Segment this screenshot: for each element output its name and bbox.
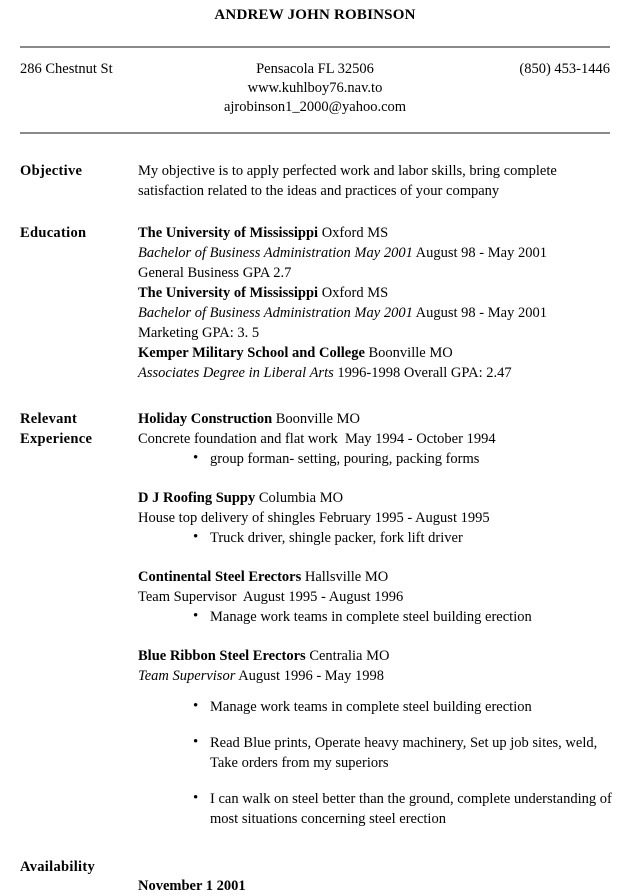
job-company: Holiday Construction: [138, 411, 273, 427]
section-education: [0, 223, 630, 383]
job-role-line: [138, 429, 612, 449]
header-divider-top: [20, 46, 610, 48]
contact-address: 286 Chestnut St: [20, 61, 113, 77]
experience-entry: [138, 646, 612, 829]
section-objective: [0, 161, 630, 201]
job-role-line: [138, 587, 612, 607]
contact-block: [20, 60, 610, 122]
job-company-line: [138, 409, 612, 429]
job-dates: August 1995 - August 1996: [242, 589, 404, 605]
job-company: D J Roofing Suppy: [138, 490, 256, 506]
job-role-line: [138, 666, 612, 686]
education-dates: August 98 - May 2001: [415, 245, 547, 261]
job-company: Blue Ribbon Steel Erectors: [138, 648, 306, 664]
job-role: Concrete foundation and flat work: [138, 431, 338, 447]
job-company-line: [138, 567, 612, 587]
job-location: Centralia MO: [309, 648, 390, 664]
education-location: Boonville MO: [368, 345, 453, 361]
list-item: • Read Blue prints, Operate heavy machinery, Set up job sites, weld, Take orders from my superiors: [138, 733, 612, 773]
list-item: • I can walk on steel better than the ground, complete understanding of most situations concerning steel erection: [138, 789, 612, 829]
education-detail: Marketing GPA: 3. 5: [138, 325, 260, 341]
education-entry: [138, 223, 612, 283]
job-bullet-list: [138, 607, 612, 627]
job-role: Team Supervisor: [138, 668, 236, 684]
section-label-experience: [20, 409, 138, 449]
job-bullet-list: [138, 528, 612, 548]
education-school: The University of Mississippi: [138, 285, 319, 301]
education-entry: [138, 343, 612, 383]
education-dates: August 98 - May 2001: [415, 305, 547, 321]
education-dates: 1996-1998 Overall GPA: 2.47: [337, 365, 512, 381]
job-dates: May 1994 - October 1994: [344, 431, 496, 447]
job-bullet-list: [138, 697, 612, 829]
page-title: ANDREW JOHN ROBINSON: [214, 7, 416, 23]
job-role: House top delivery of shingles: [138, 510, 316, 526]
job-dates: August 1996 - May 1998: [238, 668, 384, 684]
job-company-line: [138, 488, 612, 508]
section-label-availability: Availability: [20, 859, 96, 875]
section-body-objective: [138, 161, 612, 201]
availability-value: November 1 2001: [138, 878, 246, 894]
section-label-education: Education: [20, 225, 87, 241]
contact-phone: (850) 453-1446: [519, 61, 610, 77]
contact-city-state-zip: Pensacola FL 32506: [256, 61, 374, 77]
section-label-objective: Objective: [20, 163, 83, 179]
job-company: Continental Steel Erectors: [138, 569, 302, 585]
experience-entry: [138, 567, 612, 627]
section-body-experience: [138, 409, 612, 829]
job-location: Boonville MO: [275, 411, 360, 427]
education-degree: Associates Degree in Liberal Arts: [138, 365, 334, 381]
education-entry: [138, 283, 612, 343]
education-location: Oxford MS: [321, 225, 389, 241]
education-degree-line: [138, 303, 612, 323]
education-school-line: [138, 343, 612, 363]
list-item: • group forman- setting, pouring, packing forms: [138, 449, 612, 469]
job-location: Columbia MO: [258, 490, 344, 506]
education-degree: Bachelor of Business Administration May 2001: [138, 245, 413, 261]
job-dates: February 1995 - August 1995: [318, 510, 490, 526]
experience-entry: [138, 488, 612, 548]
section-body-education: [138, 223, 612, 383]
education-degree: Bachelor of Business Administration May 2001: [138, 305, 413, 321]
section-label-experience-line1: Relevant: [20, 411, 78, 427]
list-item: • Truck driver, shingle packer, fork lift driver: [138, 528, 612, 548]
education-location: Oxford MS: [321, 285, 389, 301]
education-school-line: [138, 283, 612, 303]
section-body-availability: [138, 857, 612, 896]
education-school: Kemper Military School and College: [138, 345, 365, 361]
contact-website: www.kuhlboy76.nav.to: [247, 80, 383, 96]
job-location: Hallsville MO: [304, 569, 389, 585]
contact-email: ajrobinson1_2000@yahoo.com: [223, 99, 407, 115]
section-availability: [0, 857, 630, 896]
education-degree-line: [138, 243, 612, 263]
job-company-line: [138, 646, 612, 666]
job-bullet-list: [138, 449, 612, 469]
header-divider-bottom: [20, 132, 610, 134]
experience-entry: [138, 409, 612, 469]
job-role: Team Supervisor: [138, 589, 237, 605]
section-label-experience-line2: Experience: [20, 431, 93, 447]
list-item: • Manage work teams in complete steel building erection: [138, 607, 612, 627]
education-school: The University of Mississippi: [138, 225, 319, 241]
job-role-line: [138, 508, 612, 528]
education-degree-line: [138, 363, 612, 383]
list-item: • Manage work teams in complete steel building erection: [138, 697, 612, 717]
education-school-line: [138, 223, 612, 243]
education-detail: General Business GPA 2.7: [138, 265, 292, 281]
section-experience: [0, 409, 630, 829]
objective-text: My objective is to apply perfected work and labor skills, bring complete satisfaction related to the ideas and practices of your company: [138, 163, 557, 199]
